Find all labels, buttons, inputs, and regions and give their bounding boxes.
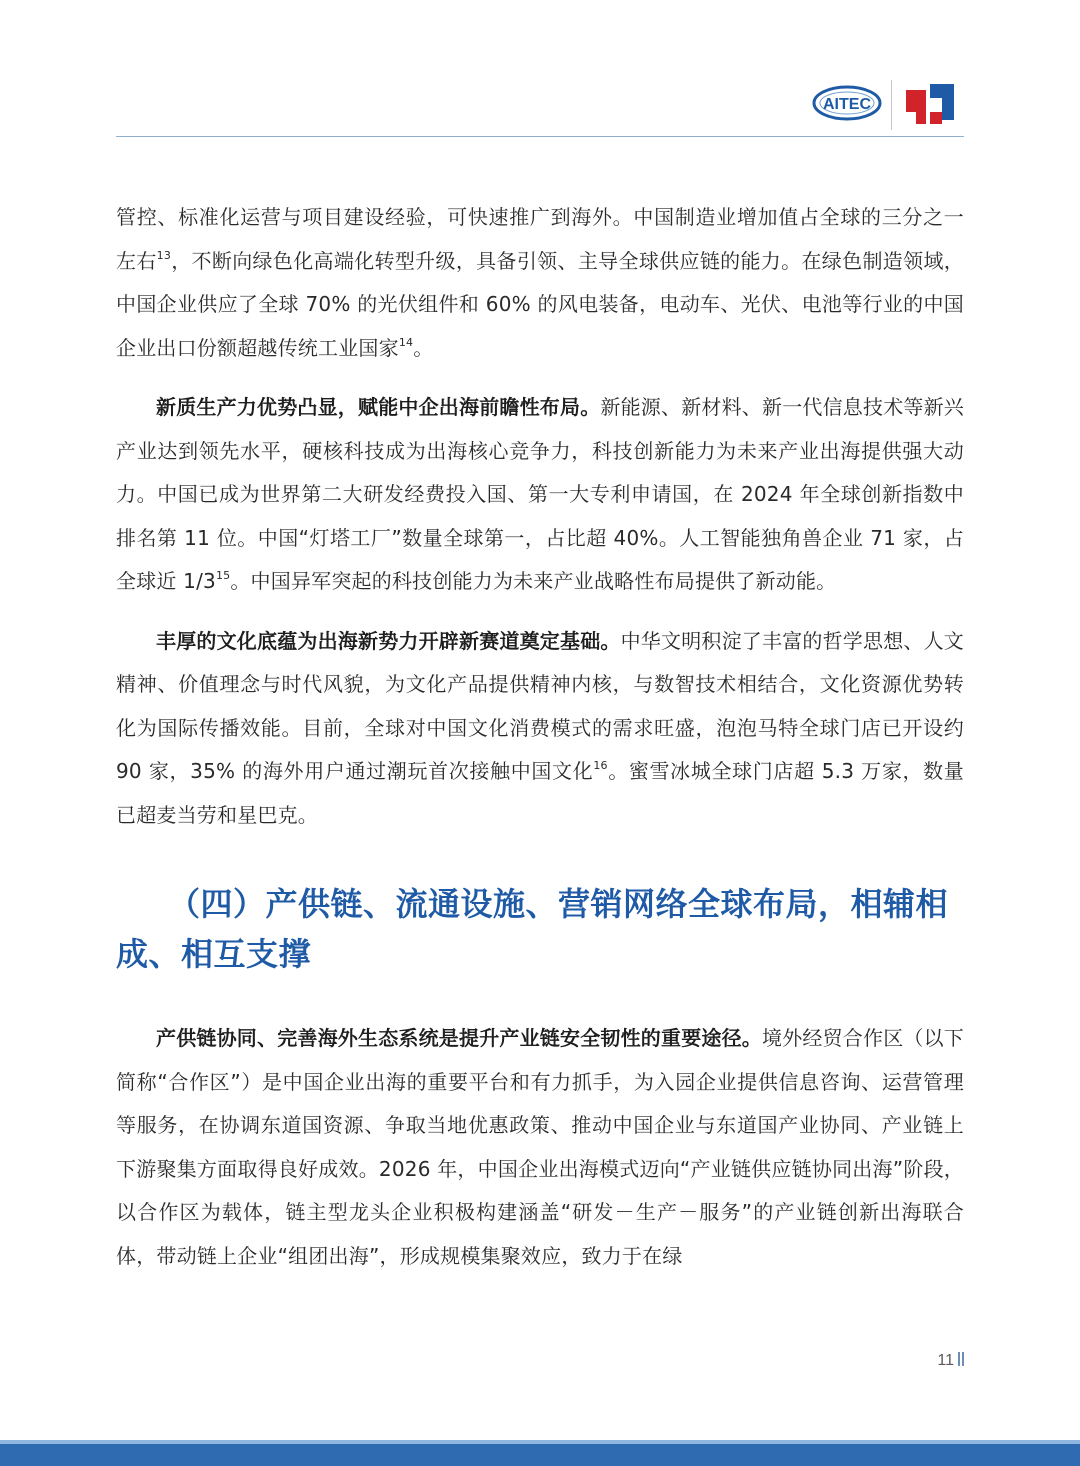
page-number bbox=[937, 1352, 964, 1370]
page-number-value: 11 bbox=[937, 1352, 954, 1369]
para-1-text-c: 。 bbox=[413, 335, 434, 360]
page-body bbox=[116, 196, 964, 1294]
para-2-text-b: 。中国异军突起的科技创能力为未来产业战略性布局提供了新动能。 bbox=[230, 569, 837, 593]
footnote-ref-13[interactable]: 13 bbox=[156, 248, 172, 262]
footnote-ref-16[interactable]: 16 bbox=[593, 759, 608, 772]
paragraph-1 bbox=[116, 196, 964, 370]
section-heading: （四）产供链、流通设施、营销网络全球布局，相辅相成、相互支撑 bbox=[116, 885, 949, 973]
para-1-text-b: ，不断向绿色化高端化转型升级，具备引领、主导全球供应链的能力。在绿色制造领域，中国企业供应了全球 70% 的光伏组件和 60% 的风电装备，电动车、光伏、电池等行业的中国企业出口份额超越传统工业国家 bbox=[116, 248, 964, 360]
para-4-text: 境外经贸合作区（以下简称“合作区”）是中国企业出海的重要平台和有力抓手，为入园企业提供信息咨询、运营管理等服务，在协调东道国资源、争取当地优惠政策、推动中国企业与东道国产业协同、产业链上下游聚集方面取得良好成效。2026 年，中国企业出海模式迈向“产业链供应链协同出海”阶段，以合作区为载体，链主型龙头企业积极构建涵盖“研发－生产－服务”的产业链创新出海联合体，带动链上企业“组团出海”，形成规模集聚效应，致力于在绿 bbox=[116, 1026, 964, 1268]
para-4-lead: 产供链协同、完善海外生态系统是提升产业链安全韧性的重要途径。 bbox=[156, 1026, 762, 1050]
paragraph-2 bbox=[116, 386, 964, 604]
para-2-text-a: 新能源、新材料、新一代信息技术等新兴产业达到领先水平，硬核科技成为出海核心竞争力，科技创新能力为未来产业出海提供强大动力。中国已成为世界第二大研发经费投入国、第一大专利申请国，在 2024 年全球创新指数中排名第 11 位。中国“灯塔工厂”数量全球第一，占比超 40%。人工智能独角兽企业 71 家，占全球近 1/3 bbox=[116, 395, 965, 593]
para-3-lead: 丰厚的文化底蕴为出海新势力开辟新赛道奠定基础。 bbox=[156, 628, 621, 653]
aitec-logo-icon bbox=[812, 84, 882, 122]
aitec-logo-text: AITEC bbox=[823, 96, 871, 113]
partner-logo-icon bbox=[902, 80, 960, 132]
para-1-text-a: 管控、标准化运营与项目建设经验，可快速推广到海外。中国制造业增加值占全球的三分之一左右 bbox=[116, 205, 964, 273]
page-header bbox=[116, 70, 964, 137]
page-marker-bar bbox=[958, 1352, 960, 1366]
footnote-ref-15[interactable]: 15 bbox=[215, 569, 231, 582]
footer-band bbox=[0, 1440, 1080, 1466]
logo-divider bbox=[891, 80, 892, 130]
paragraph-4 bbox=[116, 1017, 964, 1278]
page-marker-bar bbox=[962, 1352, 964, 1366]
para-2-lead: 新质生产力优势凸显，赋能中企出海前瞻性布局。 bbox=[156, 395, 601, 419]
para-3-text-a: 中华文明积淀了丰富的哲学思想、人文精神、价值理念与时代风貌，为文化产品提供精神内核，与数智技术相结合，文化资源优势转化为国际传播效能。目前，全球对中国文化消费模式的需求旺盛，泡泡马特全球门店已开设约 90 家，35% 的海外用户通过潮玩首次接触中国文化 bbox=[116, 628, 965, 783]
footnote-ref-14[interactable]: 14 bbox=[398, 335, 414, 349]
paragraph-3 bbox=[116, 620, 964, 838]
para-3-text-b: 。蜜雪冰城全球门店超 5.3 万家，数量已超麦当劳和星巴克。 bbox=[116, 759, 964, 827]
